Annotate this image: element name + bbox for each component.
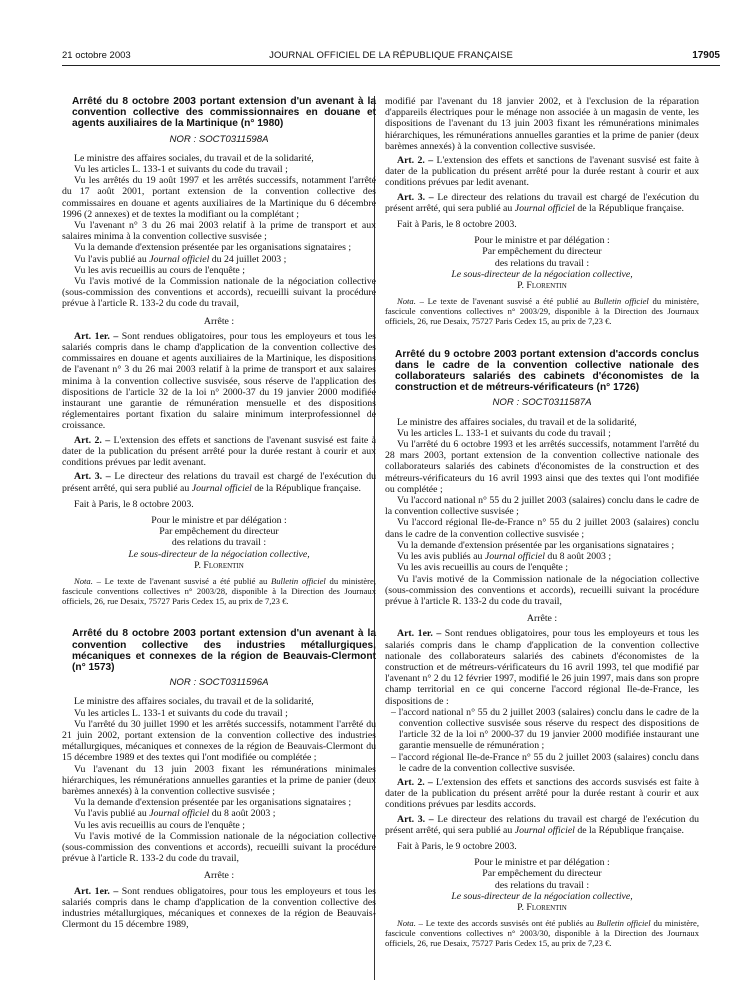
journal-ref: Journal officiel: [484, 551, 545, 563]
nota-text: Le texte des accords susvisés ont été publiés au: [422, 918, 597, 929]
signature-line: Pour le ministre et par délégation :: [474, 857, 610, 869]
article-1: [385, 628, 699, 706]
paragraph: Le ministre des affaires sociales, du travail et de la solidarité,: [397, 416, 637, 428]
text: du 8 août 2003 ;: [544, 551, 612, 563]
article-label: Art. 2. –: [397, 155, 434, 167]
text: du 8 août 2003 ;: [209, 808, 276, 820]
fait-line: Fait à Paris, le 8 octobre 2003.: [74, 498, 194, 510]
paragraph: [385, 551, 699, 562]
signatory-name: P. Florentin: [517, 280, 567, 292]
text: Vu l'avis publié au: [74, 253, 150, 265]
article-text: L'extension des effets et sanctions des accords susvisés est faite à dater de la publication du présent arrêté pour la durée restant à courir et aux conditions prévues par lesdits accords.: [385, 776, 700, 811]
text: Vu les avis publiés au: [397, 551, 485, 563]
paragraph: Vu l'avenant du 13 juin 2003 fixant les rémunérations minimales hiérarchiques, les rémunérations annuelles garanties et la prime de panier (deux barèmes annexés) à la convention collective susvisée ;: [62, 763, 376, 797]
paragraph: Vu les arrêtés du 19 août 1997 et les arrêtés successifs, notamment l'arrêté du 17 août 2001, portant extension de la convention collective des commissaires en douane et agents auxiliaires de la Martinique du 6 décembre 1996 (2 annexes) et de textes la modifiant ou la complétant ;: [62, 175, 376, 220]
signature-block: [385, 235, 699, 291]
arrete-title: Arrêté du 9 octobre 2003 portant extension d'accords conclus dans le cadre de la convention collective nationale des collaborateurs salariés des cabinets d'économistes de la construction et de métreurs-vérificateurs (n° 1726): [395, 348, 699, 394]
signature-line: des relations du travail :: [171, 537, 267, 549]
article-3: [62, 471, 376, 493]
paragraph: Vu l'accord national n° 55 du 2 juillet 2003 (salaires) conclu dans le cadre de la convention collective susvisée ;: [385, 495, 699, 518]
journal-ref: Journal officiel: [149, 253, 210, 265]
paragraph: Vu l'avis motivé de la Commission nationale de la négociation collective (sous-commission des conventions et accords), recueilli suivant la procédure prévue à l'article R. 133-2 du code du travail,: [385, 573, 699, 607]
paragraph: Le ministre des affaires sociales, du travail et de la solidarité,: [74, 696, 314, 708]
nor-label: NOR :: [492, 397, 522, 409]
bulletin-ref: Bulletin officiel: [593, 296, 649, 307]
paragraph: [62, 808, 376, 819]
nor-line: [385, 397, 699, 408]
signature-line: Pour le ministre et par délégation :: [151, 514, 287, 526]
article-1: [62, 886, 376, 931]
arrete-1: [62, 96, 376, 606]
paragraph: Vu l'avis motivé de la Commission nationale de la négociation collective (sous-commission des conventions et accords), recueilli suivant la procédure prévue à l'article R. 133-2 du code du travail,: [62, 276, 376, 310]
article-text: de la République française.: [574, 202, 684, 214]
nor-line: [62, 134, 376, 145]
list-item: – l'accord régional Ile-de-France n° 55 du 2 juillet 2003 (salaires) conclu dans le cadre de la convention collective susvisée.: [399, 752, 699, 774]
nor-line: [62, 677, 376, 688]
paragraph: Vu l'avenant n° 3 du 26 mai 2003 relatif à la prime de transport et aux salaires minima à la convention collective susvisée ;: [62, 220, 376, 243]
article-3: [385, 814, 699, 836]
article-text: de la République française.: [251, 482, 361, 494]
signature-block: [62, 515, 376, 571]
article-label: Art. 3. –: [397, 813, 434, 825]
arrete-title: Arrêté du 8 octobre 2003 portant extension d'un avenant à la convention collective des commissionnaires en douane et agents auxiliaires de la Martinique (n° 1980): [72, 96, 376, 130]
nota-text: du ministère, fascicule conventions collectives n° 2003/30, disponible à la Direction des Journaux officiels, 26, rue Desaix, 75727 Paris Cedex 15, au prix de 7,23 €.: [385, 918, 699, 948]
arrete-heading: Arrête :: [526, 613, 558, 625]
arrete-heading: Arrête :: [203, 315, 235, 327]
nor-label: NOR :: [169, 677, 199, 689]
nota-text: Le texte de l'avenant susvisé a été publié au: [423, 296, 594, 307]
article-label: Art. 1er. –: [74, 330, 119, 342]
journal-ref: Journal officiel: [149, 808, 210, 820]
signature-title: Le sous-directeur de la négociation collective,: [451, 890, 633, 902]
article-text: de la République française.: [574, 824, 684, 836]
paragraph: Vu l'accord régional Ile-de-France n° 55 du 2 juillet 2003 (salaires) conclu dans le cadre de la convention collective susvisée ;: [385, 517, 699, 540]
arrete-3: [385, 349, 699, 949]
nota-label: Nota. –: [74, 575, 101, 586]
page-number: 17905: [692, 50, 720, 61]
nota-text: du ministère, fascicule conventions collectives n° 2003/29, disponible à la Direction des Journaux officiels, 26, rue Desaix, 75727 Paris Cedex 15, au prix de 7,23 €.: [385, 296, 699, 326]
left-column: [62, 96, 376, 942]
article-text: Sont rendues obligatoires, pour tous les employeurs et tous les salariés compris dans le champ d'application de la convention collective des commissaires en douane et agents auxiliaires de la Martinique, les dispositions de l'avenant n° 3 du 26 mai 2003 relatif à la prime de transport et aux salaires minima à la convention collective susvisée, sous réserve de l'application des dispositions de l'article 32 de la loi n° 2000-37 du 19 janvier 2000 modifiée instaurant une garantie de rémunération mensuelle et des dispositions réglementaires portant fixation du salaire minimum interprofessionnel de croissance.: [62, 330, 376, 432]
header-rule: [62, 65, 720, 66]
nota: [385, 919, 699, 948]
paragraph: Vu les articles L. 133-1 et suivants du code du travail ;: [74, 164, 288, 176]
journal-ref: Journal officiel: [514, 202, 575, 214]
signature-block: [385, 857, 699, 913]
signature-line: Pour le ministre et par délégation :: [474, 235, 610, 247]
text: Vu l'avis publié au: [74, 808, 150, 820]
signature-title: Le sous-directeur de la négociation collective,: [451, 268, 633, 280]
signature-line: Par empêchement du directeur: [482, 868, 602, 880]
paragraph: Vu la demande d'extension présentée par les organisations signataires ;: [74, 797, 352, 809]
article-label: Art. 1er. –: [74, 885, 119, 897]
paragraph: Vu les avis recueillis au cours de l'enquête ;: [74, 819, 245, 831]
right-column: [385, 96, 699, 961]
bulletin-ref: Bulletin officiel: [596, 918, 651, 929]
article-label: Art. 1er. –: [397, 628, 442, 640]
signature-line: Par empêchement du directeur: [159, 526, 279, 538]
signature-line: des relations du travail :: [494, 879, 590, 891]
nor-code: SOCT0311587A: [521, 397, 592, 409]
nor-code: SOCT0311596A: [198, 677, 269, 689]
signature-line: Par empêchement du directeur: [482, 246, 602, 258]
article-label: Art. 3. –: [397, 191, 434, 203]
signature-title: Le sous-directeur de la négociation collective,: [128, 548, 310, 560]
article-text: L'extension des effets et sanctions de l'avenant susvisé est faite à dater de la publication du présent arrêté pour la durée restant à courir et aux conditions prévues par ledit avenant.: [385, 155, 699, 189]
paragraph: Vu les avis recueillis au cours de l'enquête ;: [397, 562, 568, 574]
nor-label: NOR :: [169, 133, 199, 145]
arrete-heading: Arrête :: [203, 870, 235, 882]
paragraph: Vu l'arrêté du 6 octobre 1993 et les arrêtés successifs, notamment l'arrêté du 28 mars 2003, portant extension de la convention collective nationale des collaborateurs salariés des cabinets d'économistes de la construction et des métreurs-vérificateurs du 16 avril 1993 ainsi que des textes qui l'ont modifiée ou complétée ;: [385, 439, 699, 495]
arrete-2: [62, 628, 376, 930]
paragraph: Vu l'avis motivé de la Commission nationale de la négociation collective (sous-commission des conventions et accords), recueilli suivant la procédure prévue à l'article R. 133-2 du code du travail,: [62, 830, 376, 865]
article-label: Art. 2. –: [74, 434, 111, 446]
bulletin-ref: Bulletin officiel: [270, 575, 326, 586]
paragraph: Vu l'arrêté du 30 juillet 1990 et les arrêtés successifs, notamment l'arrêté du 21 juin 2002, portant extension de la convention collective des industries métallurgiques, mécaniques et connexes de la région de Beauvais-Clermont du 15 décembre 1989 et des textes qui l'ont modifiée ou complétée ;: [62, 718, 376, 764]
article-text: Le directeur des relations du travail est chargé de l'exécution du présent arrêté, qui sera publié au: [385, 191, 700, 214]
paragraph: [62, 254, 376, 265]
signatory-name: P. Florentin: [194, 559, 244, 571]
paragraph: Vu les articles L. 133-1 et suivants du code du travail ;: [74, 707, 288, 719]
journal-ref: Journal officiel: [514, 824, 575, 836]
paragraph: Vu la demande d'extension présentée par les organisations signataires ;: [74, 242, 352, 254]
article-text: L'extension des effets et sanctions de l'avenant susvisé est faite à dater de la publication du présent arrêté pour la durée restant à courir et aux conditions prévues par ledit avenant.: [62, 434, 376, 469]
article-3: [385, 192, 699, 214]
arrete-title: Arrêté du 8 octobre 2003 portant extension d'un avenant à la convention collective des industries métallurgiques, mécaniques et connexes de la région de Beauvais-Clermont (n° 1573): [72, 628, 376, 673]
nota-text: Le texte de l'avenant susvisé a été publié au: [100, 575, 271, 586]
paragraph: Le ministre des affaires sociales, du travail et de la solidarité,: [74, 152, 314, 164]
journal-ref: Journal officiel: [191, 482, 252, 494]
article-text: Le directeur des relations du travail est chargé de l'exécution du présent arrêté, qui sera publié au: [62, 471, 377, 494]
journal-title: JOURNAL OFFICIEL DE LA RÉPUBLIQUE FRANÇAISE: [269, 50, 513, 61]
fait-line: Fait à Paris, le 9 octobre 2003.: [397, 840, 517, 852]
nota-label: Nota. –: [397, 296, 424, 307]
article-text: Sont rendues obligatoires, pour tous les employeurs et tous les salariés compris dans le champ d'application de la convention collective nationale des collaborateurs salariés des cabinets d'économistes de la construction et de métreurs-vérificateurs du 16 avril 1993, tel que modifié par l'avenant n° 2 du 12 février 1997, modifié le 26 juin 1997, mais dans son propre champ territorial en ce qui concerne l'accord régional Ile-de-France, les dispositions de :: [385, 628, 699, 707]
provisions-list: [385, 707, 699, 774]
nor-code: SOCT0311598A: [198, 133, 269, 145]
paragraph: Vu la demande d'extension présentée par les organisations signataires ;: [397, 539, 675, 551]
article-label: Art. 3. –: [74, 471, 111, 483]
article-2: [385, 777, 699, 811]
nota: [62, 577, 376, 606]
article-2: [62, 435, 376, 469]
article-1-continued: modifié par l'avenant du 18 janvier 2002, et à l'exclusion de la réparation d'appareils électriques pour le ménage non associée à un magasin de vente, les dispositions de l'avenant du 13 juin 2003 fixant les rémunérations minimales hiérarchiques, les rémunérations annuelles garanties et la prime de panier (deux barèmes annexés) à la convention collective susvisée.: [385, 96, 699, 152]
paragraph: Vu les articles L. 133-1 et suivants du code du travail ;: [397, 427, 611, 439]
list-item: – l'accord national n° 55 du 2 juillet 2003 (salaires) conclu dans le cadre de la convention collective susvisée sous réserve du respect des dispositions de l'article 32 de la loi n° 2000-37 du 19 janvier 2000 modifiée instaurant une garantie mensuelle de rémunération ;: [399, 707, 699, 752]
nota-label: Nota. –: [397, 918, 423, 929]
article-1: [62, 331, 376, 432]
article-2: [385, 155, 699, 189]
nota-text: du ministère, fascicule conventions collectives n° 2003/28, disponible à la Direction des Journaux officiels, 26, rue Desaix, 75727 Paris Cedex 15, au prix de 7,23 €.: [62, 575, 376, 606]
fait-line: Fait à Paris, le 8 octobre 2003.: [397, 219, 517, 231]
signatory-name: P. Florentin: [517, 901, 567, 913]
article-label: Art. 2. –: [397, 776, 433, 788]
nota: [385, 297, 699, 326]
header-date: 21 octobre 2003: [62, 50, 131, 61]
signature-line: des relations du travail :: [494, 257, 590, 269]
text: du 24 juillet 2003 ;: [209, 253, 287, 265]
article-text: Sont rendues obligatoires, pour tous les employeurs et tous les salariés compris dans le champ d'application de la convention collective des industries métallurgiques, mécaniques et connexes de la région de Beauvais-Clermont du 15 décembre 1989,: [62, 885, 376, 931]
paragraph: Vu les avis recueillis au cours de l'enquête ;: [74, 264, 245, 276]
page-header: [62, 50, 720, 64]
article-text: Le directeur des relations du travail est chargé de l'exécution du présent arrêté, qui sera publié au: [385, 813, 700, 836]
